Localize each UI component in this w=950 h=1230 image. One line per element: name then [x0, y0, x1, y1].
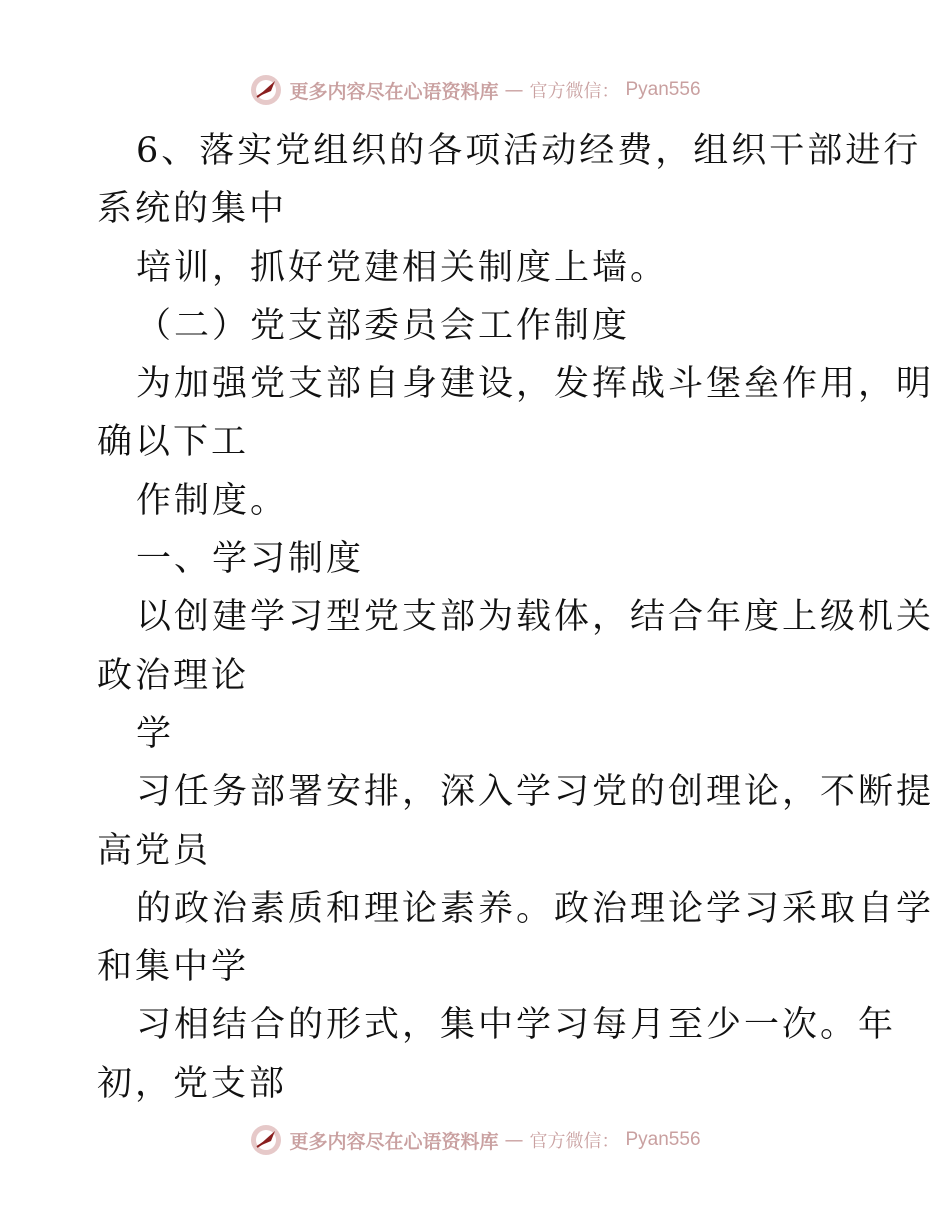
watermark-label: 官方微信： [529, 1131, 620, 1152]
text-line: 初，党支部 [97, 1063, 288, 1104]
text-line: 为加强党支部自身建设，发挥战斗堡垒作用，明 [136, 364, 935, 405]
text-line: 高党员 [97, 830, 212, 871]
text-line: 以创建学习型党支部为载体，结合年度上级机关 [136, 597, 935, 638]
watermark-account: Pyan556 [625, 79, 701, 100]
text-line: （二）党支部委员会工作制度 [136, 305, 631, 346]
document-body [0, 122, 950, 1113]
quill-logo-icon [249, 73, 283, 107]
text-line: 政治理论 [97, 655, 250, 696]
watermark-label: 官方微信： [529, 81, 620, 102]
text-line: 确以下工 [97, 422, 250, 463]
quill-logo-icon [249, 1123, 283, 1157]
text-line: 系统的集中 [97, 189, 288, 230]
text-line: 和集中学 [97, 947, 250, 988]
header-watermark [0, 70, 950, 110]
watermark-main-text: 更多内容尽在心语资料库 [289, 1130, 499, 1153]
watermark-separator: — [504, 1129, 524, 1151]
text-line: 习任务部署安排，深入学习党的创理论，不断提 [136, 772, 935, 813]
text-line: 6、落实党组织的各项活动经费，组织干部进行 [136, 131, 922, 171]
text-line: 作制度。 [136, 480, 289, 521]
watermark-main-text: 更多内容尽在心语资料库 [289, 80, 499, 103]
text-line: 习相结合的形式，集中学习每月至少一次。年 [136, 1005, 897, 1046]
text-line: 一、学习制度 [136, 539, 365, 580]
text-line: 学 [136, 713, 175, 754]
text-line: 的政治素质和理论素养。政治理论学习采取自学 [136, 888, 935, 929]
footer-watermark [0, 1120, 950, 1160]
text-line: 培训，抓好党建相关制度上墙。 [136, 247, 669, 288]
watermark-separator: — [504, 79, 524, 101]
watermark-account: Pyan556 [625, 1129, 701, 1150]
